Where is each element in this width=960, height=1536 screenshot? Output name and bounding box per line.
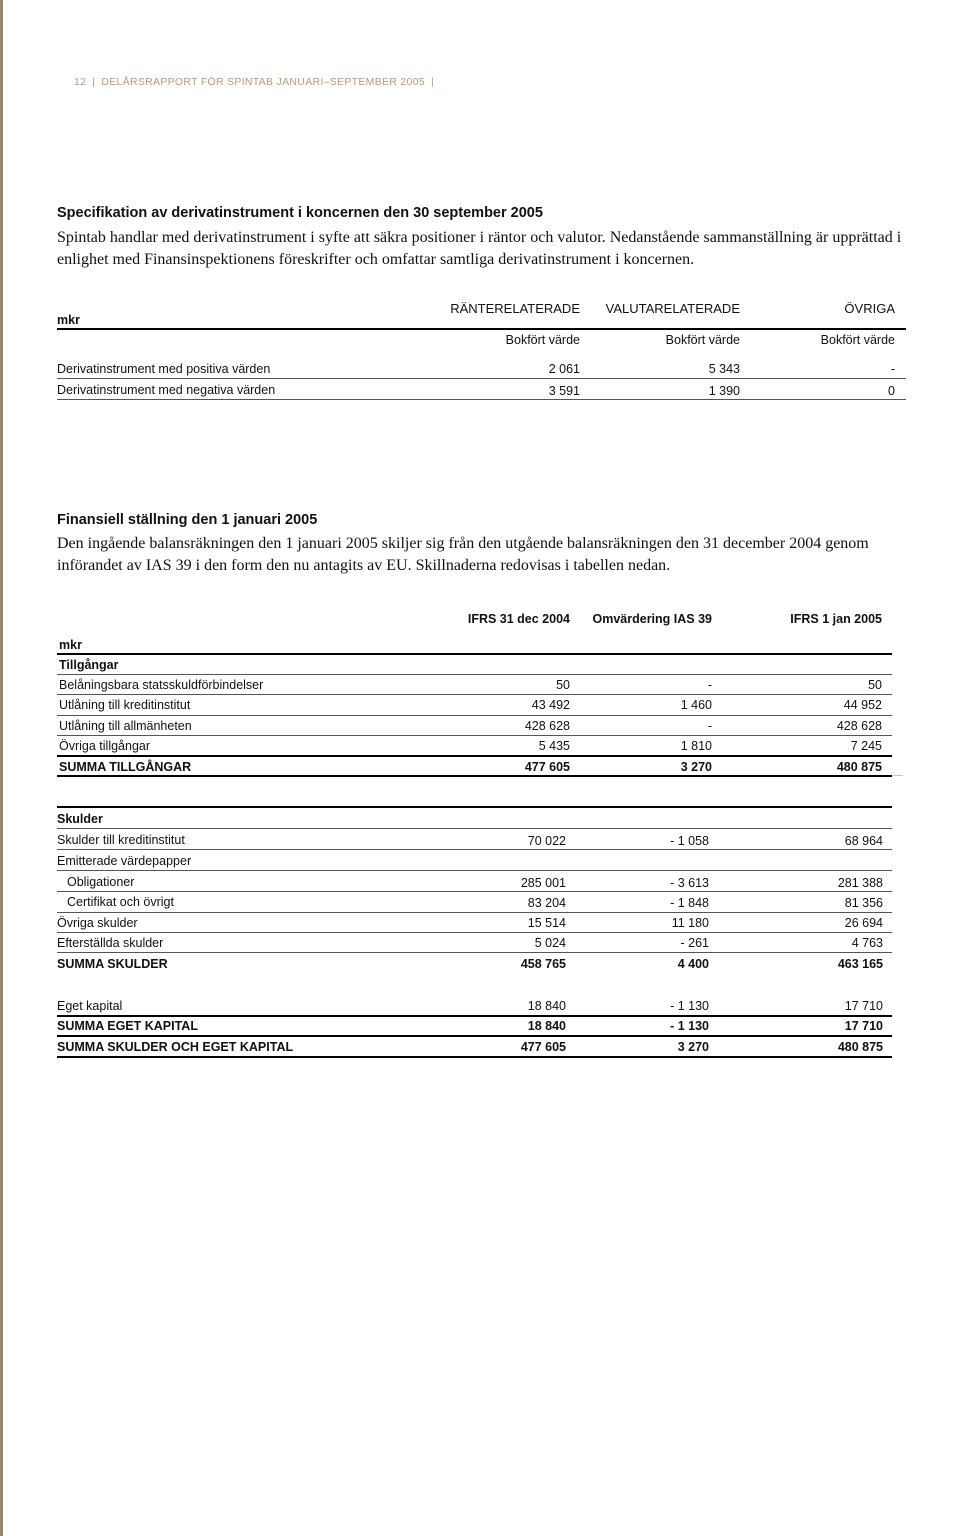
cell-value: 44 952 (843, 698, 882, 712)
cell-value: - 1 130 (670, 1019, 709, 1033)
header-title: DELÅRSRAPPORT FÖR SPINTAB JANUARI–SEPTEMBER 2005 (101, 76, 425, 88)
column-header: IFRS 1 jan 2005 (790, 612, 882, 626)
row-rule (57, 870, 892, 871)
cell-value: 458 765 (520, 957, 566, 971)
row-label: SUMMA EGET KAPITAL (57, 1019, 198, 1033)
unit-label: mkr (57, 313, 80, 327)
row-rule (57, 694, 892, 695)
cell-value: 1 460 (680, 698, 712, 712)
cell-value: 4 763 (851, 936, 883, 950)
column-header: IFRS 31 dec 2004 (467, 612, 570, 626)
cell-value: 50 (868, 678, 882, 692)
cell-value: 0 (888, 384, 895, 398)
table-rule (57, 1015, 892, 1017)
cell-value: - 261 (680, 936, 709, 950)
row-rule (57, 952, 892, 953)
group-heading-liabilities: Skulder (57, 812, 103, 826)
row-label: Derivatinstrument med negativa värden (57, 383, 276, 397)
page-number: 12 (74, 76, 87, 88)
row-label: SUMMA TILLGÅNGAR (59, 760, 192, 774)
running-header (74, 76, 440, 88)
row-label: Skulder till kreditinstitut (57, 833, 185, 847)
cell-value: 281 388 (837, 876, 883, 890)
row-label: Utlåning till allmänheten (59, 719, 192, 733)
cell-value: 15 514 (527, 916, 566, 930)
cell-value: 3 591 (548, 384, 580, 398)
cell-value: 477 605 (520, 1040, 566, 1054)
cell-value: - (707, 719, 712, 733)
column-group-header: ÖVRIGA (844, 301, 895, 316)
cell-value: 477 605 (524, 760, 570, 774)
cell-value: 3 270 (680, 760, 712, 774)
row-label: Eget kapital (57, 999, 123, 1013)
table-rule (57, 328, 906, 330)
row-label: Belåningsbara statsskuldförbindelser (59, 678, 264, 692)
table-rule (57, 755, 892, 757)
row-label: Derivatinstrument med positiva värden (57, 362, 271, 376)
section-heading-derivatives: Specifikation av derivatinstrument i koncernen den 30 september 2005 (57, 205, 543, 221)
page-edge-bar (0, 0, 3, 1536)
table-rule (57, 1035, 892, 1037)
table-rule (57, 775, 892, 777)
cell-value: 480 875 (837, 1040, 883, 1054)
cell-value: 11 180 (671, 916, 709, 930)
row-rule (57, 932, 892, 933)
row-label: Emitterade värdepapper (57, 854, 192, 868)
cell-value: 7 245 (850, 739, 882, 753)
cell-value: 68 964 (844, 834, 883, 848)
row-rule (57, 891, 892, 892)
column-subheader: Bokfört värde (505, 333, 580, 347)
cell-value: 428 628 (836, 719, 882, 733)
cell-value: 26 694 (844, 916, 883, 930)
cell-value: 4 400 (677, 957, 709, 971)
row-rule (57, 912, 892, 913)
cell-value: 2 061 (548, 362, 580, 376)
cell-value: - 3 613 (670, 876, 709, 890)
row-rule (57, 715, 892, 716)
cell-value: 3 270 (677, 1040, 709, 1054)
table-rule (57, 1056, 892, 1058)
section-paragraph-line: Spintab handlar med derivatinstrument i syfte att säkra positioner i räntor och valutor. Nedanstående sammanställning är upprättad i (57, 229, 902, 246)
row-label: SUMMA SKULDER (57, 957, 168, 971)
row-label: Certifikat och övrigt (67, 895, 174, 909)
row-rule (57, 674, 892, 675)
cell-value: 428 628 (524, 719, 570, 733)
cell-value: 83 204 (527, 896, 566, 910)
cell-value: 5 435 (538, 739, 570, 753)
cell-value: - (890, 362, 895, 376)
cell-value: 70 022 (527, 834, 566, 848)
header-separator: | (430, 76, 435, 88)
cell-value: 1 390 (708, 384, 740, 398)
cell-value: - 1 058 (670, 834, 709, 848)
section-paragraph-line: enlighet med Finansinspektionens föreskrifter och omfattar samtliga derivatinstrument i koncernen. (57, 251, 695, 268)
cell-value: 18 840 (527, 999, 566, 1013)
row-label: Utlåning till kreditinstitut (59, 698, 191, 712)
cell-value: 50 (556, 678, 570, 692)
row-label: SUMMA SKULDER OCH EGET KAPITAL (57, 1040, 294, 1054)
cell-value: - (707, 678, 712, 692)
cell-value: 285 001 (520, 876, 566, 890)
row-rule (57, 828, 892, 829)
section-paragraph-line: införandet av IAS 39 i den form den nu antagits av EU. Skillnaderna redovisas i tabellen nedan. (57, 557, 671, 574)
column-subheader: Bokfört värde (665, 333, 740, 347)
row-label: Övriga tillgångar (59, 739, 151, 753)
column-subheader: Bokfört värde (820, 333, 895, 347)
cell-value: 1 810 (680, 739, 712, 753)
group-heading-assets: Tillgångar (59, 658, 119, 672)
row-rule (57, 378, 906, 379)
column-group-header: RÄNTERELATERADE (450, 301, 580, 316)
column-group-header: VALUTARELATERADE (605, 301, 740, 316)
decorative-rule (893, 775, 903, 776)
cell-value: 81 356 (844, 896, 883, 910)
cell-value: 17 710 (844, 999, 883, 1013)
cell-value: 480 875 (836, 760, 882, 774)
row-rule (57, 735, 892, 736)
unit-label: mkr (59, 638, 82, 652)
table-rule (57, 806, 892, 808)
section-heading-financial-position: Finansiell ställning den 1 januari 2005 (57, 512, 318, 528)
row-label: Efterställda skulder (57, 936, 164, 950)
cell-value: - 1 130 (670, 999, 709, 1013)
table-rule (57, 653, 892, 655)
row-rule (57, 399, 906, 400)
cell-value: 43 492 (531, 698, 570, 712)
cell-value: - 1 848 (670, 896, 709, 910)
cell-value: 17 710 (844, 1019, 883, 1033)
row-label: Obligationer (67, 875, 135, 889)
column-header: Omvärdering IAS 39 (592, 612, 712, 626)
section-paragraph-line: Den ingående balansräkningen den 1 januari 2005 skiljer sig från den utgående balansräkningen den 31 december 2004 genom (57, 535, 869, 552)
cell-value: 5 343 (708, 362, 740, 376)
header-separator: | (92, 76, 96, 88)
row-label: Övriga skulder (57, 916, 138, 930)
cell-value: 463 165 (837, 957, 883, 971)
cell-value: 18 840 (527, 1019, 566, 1033)
cell-value: 5 024 (534, 936, 566, 950)
row-rule (57, 849, 892, 850)
